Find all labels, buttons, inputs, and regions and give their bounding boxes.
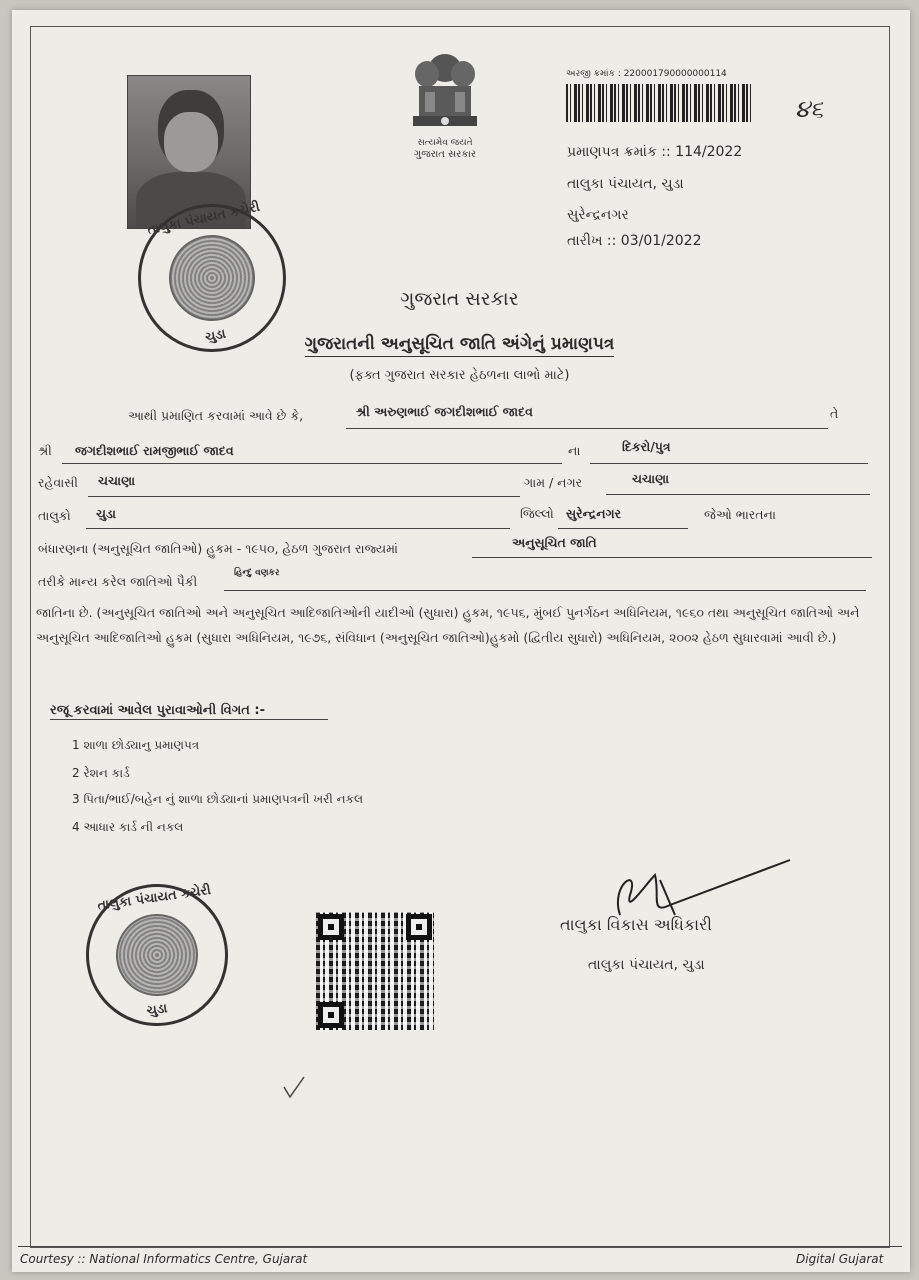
emblem-caption — [395, 137, 495, 161]
legal-paragraph: જાતિના છે. (અનુસૂચિત જાતિઓ અને અનુસૂચિત આદિજાતિઓની યાદીઓ (સુધારા) હુકમ, ૧૯૫૬, મુંબઈ પુનર્ગઠન અધિનિયમ, ૧૯૬૦ તથા અનુસૂચિત જાતિઓ અને અનુસૂચિત આદિજાતિઓ હુકમ (સુધારા અધિનિયમ, ૧૯૭૬, સંવિધાન (અનુસૂચિત જાતિઓ)હુકમો (દ્વિતીય સુધારો) અધિનિયમ, ૨૦૦૨ હેઠળ સુધારવામાં આવી છે.) — [36, 605, 860, 645]
resident-label: રહેવાસી — [38, 475, 78, 490]
relation-line — [590, 463, 868, 464]
applicant-name: શ્રી અરુણભાઈ જગદીશભાઈ જાદવ — [356, 404, 533, 419]
footer-digital-gujarat: Digital Gujarat — [796, 1252, 884, 1266]
district-value: સુરેન્દ્રનગર — [566, 506, 622, 521]
recognized-label: તરીકે માન્ય કરેલ જાતિઓ પૈકી — [38, 574, 198, 589]
father-name-line — [62, 463, 562, 464]
certificate-number: પ્રમાણપત્ર ક્રમાંક :: 114/2022 — [567, 144, 743, 160]
stamp-top-ring-text: તાલુકા પંચાયત કચેરી — [146, 199, 262, 239]
barcode — [566, 84, 754, 122]
certificate-subtitle: (ફક્ત ગુજરાત સરકાર હેઠળના લાભો માટે) — [349, 368, 570, 383]
certificate-title-text: ગુજરાતની અનુસૂચિત જાતિ અંગેનું પ્રમાણપત્ર — [305, 334, 615, 357]
district-label: જિલ્લો — [520, 506, 554, 521]
document-item: 1 શાળા છોડ્યાનુ પ્રમાણપત્ર — [72, 738, 200, 752]
issue-date: તારીખ :: 03/01/2022 — [567, 233, 702, 249]
footer-divider — [18, 1246, 902, 1247]
intro-label: આથી પ્રમાણિત કરવામાં આવે છે કે, — [128, 408, 304, 423]
check-mark-icon — [282, 1075, 306, 1101]
india-label: જેઓ ભારતના — [704, 507, 776, 522]
government-title: ગુજરાત સરકાર — [400, 288, 519, 310]
constitution-label: બંધારણના (અનુસૂચિત જાતિઓ) હુકમ - ૧૯૫૦, હેઠળ ગુજરાત રાજ્યમાં — [38, 541, 398, 556]
caste-line — [224, 590, 866, 591]
stamp-top-bottom-text: ચુડા — [203, 326, 228, 346]
village-line — [606, 494, 870, 495]
stamp-bottom-bottom-text: ચુડા — [145, 1001, 169, 1019]
certificate-title — [0, 334, 919, 354]
signatory-office: તાલુકા પંચાયત, ચુડા — [588, 957, 705, 973]
issuing-district: સુરેન્દ્રનગર — [567, 207, 629, 223]
national-emblem-icon — [403, 48, 487, 134]
document-item: 4 આધાર કાર્ડ ની નકલ — [72, 820, 184, 834]
handwritten-number: ૪૬ — [795, 95, 824, 123]
documents-title: રજૂ કરવામાં આવેલ પુરાવાઓની વિગત :- — [50, 703, 265, 718]
father-name: જગદીશભાઈ રામજીભાઈ જાદવ — [75, 443, 234, 458]
issuing-office: તાલુકા પંચાયત, ચુડા — [567, 176, 684, 192]
emblem-govt: ગુજરાત સરકાર — [413, 149, 477, 160]
qr-code — [316, 912, 434, 1030]
document-item: 2 રેશન કાર્ડ — [72, 766, 130, 780]
category-value: અનુસૂચિત જાતિ — [512, 535, 597, 550]
caste-value: હિન્દુ વણકર — [234, 568, 280, 578]
na-label: ના — [568, 443, 581, 458]
resident-value: ચચાણા — [98, 473, 136, 488]
taluka-label: તાલુકો — [38, 508, 71, 523]
village-label: ગામ / નગર — [524, 475, 583, 490]
taluka-line — [86, 528, 510, 529]
village-value: ચચાણા — [632, 471, 670, 486]
applicant-name-line — [346, 428, 828, 429]
application-number: અરજી ક્રમાંક : 220001790000000114 — [566, 69, 727, 79]
document-item: 3 પિતા/ભાઈ/બહેન નું શાળા છોડ્યાનાં પ્રમાણપત્રની ખરી નકલ — [72, 792, 364, 806]
taluka-value: ચુડા — [96, 506, 116, 521]
documents-title-underline — [50, 719, 328, 720]
relation-value: દિકરો/પુત્ર — [622, 439, 671, 454]
shri-label: શ્રી — [38, 443, 52, 458]
signatory-title: તાલુકા વિકાસ અધિકારી — [560, 915, 712, 934]
stamp-bottom-ring-text: તાલુકા પંચાયત કચેરી — [96, 882, 212, 914]
emblem-motto: સત્યમેવ જયતે — [417, 138, 473, 148]
category-line — [472, 557, 872, 558]
resident-line — [88, 496, 520, 497]
te-label: તે — [830, 406, 839, 421]
footer-courtesy: Courtesy :: National Informatics Centre, Gujarat — [20, 1252, 308, 1266]
district-line — [558, 528, 688, 529]
